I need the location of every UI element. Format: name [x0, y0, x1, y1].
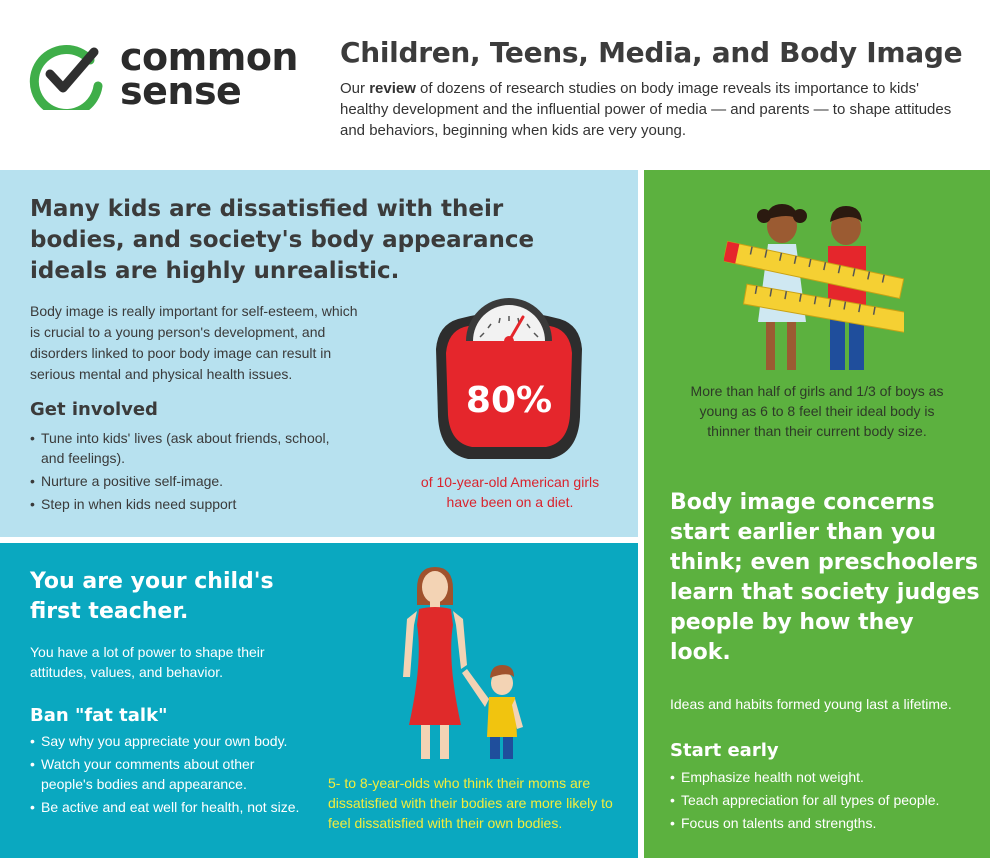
checkmark-circle-icon [28, 38, 108, 110]
get-involved-list [30, 428, 350, 517]
dissatisfied-heading: Many kids are dissatisfied with their bodies, and society's body appearance ideals are highly unrealistic. [30, 196, 535, 284]
logo-text-sense: sense [120, 69, 242, 113]
intro-paragraph [340, 78, 970, 141]
logo-text-common: common [120, 35, 298, 79]
list-item: • Focus on talents and strengths. [670, 813, 980, 833]
stat-caption: of 10-year-old American girls have been on a diet. [420, 474, 600, 510]
ideal-body-caption: More than half of girls and 1/3 of boys as young as 6 to 8 feel their ideal body is thinner than their current body size. [690, 383, 944, 439]
page-title: Children, Teens, Media, and Body Image [340, 36, 963, 69]
kids-with-measuring-tape-illustration [724, 198, 904, 373]
start-early-heading: Body image concerns start earlier than you think; even preschoolers learn that society judges people by how they look. [670, 490, 980, 665]
first-teacher-panel [0, 543, 638, 858]
ban-fat-talk-heading: Ban "fat talk" [30, 705, 168, 726]
list-item: • Say why you appreciate your own body. [30, 731, 305, 751]
get-involved-heading: Get involved [30, 399, 158, 420]
list-item: • Tune into kids' lives (ask about friends, school, and feelings). [30, 428, 350, 468]
header [0, 0, 990, 170]
start-early-subheading: Start early [670, 740, 779, 761]
list-item: • Emphasize health not weight. [670, 767, 980, 787]
start-early-panel [644, 170, 990, 858]
dissatisfied-body: Body image is really important for self-esteem, which is crucial to a young person's development, and disorders linked to poor body image can result in serious mental and physical health issues. [30, 303, 358, 382]
mom-influence-caption: 5- to 8-year-olds who think their moms are dissatisfied with their bodies are more likely to feel dissatisfied with their own bodies. [328, 775, 613, 831]
start-early-body: Ideas and habits formed young last a lifetime. [670, 696, 952, 712]
list-item: • Watch your comments about other people's bodies and appearance. [30, 754, 305, 794]
common-sense-logo[interactable] [28, 35, 298, 113]
list-item: • Teach appreciation for all types of people. [670, 790, 980, 810]
dissatisfied-panel [0, 170, 638, 537]
list-item: • Be active and eat well for health, not size. [30, 797, 305, 817]
ban-fat-talk-list [30, 731, 305, 820]
list-item: • Step in when kids need support [30, 494, 350, 514]
stat-80-percent: 80% [465, 380, 553, 421]
mother-and-son-illustration [395, 565, 535, 761]
first-teacher-heading: You are your child's first teacher. [30, 569, 274, 624]
list-item: • Nurture a positive self-image. [30, 471, 350, 491]
intro-review-link[interactable]: review [369, 80, 416, 97]
intro-text-after: of dozens of research studies on body image reveals its importance to kids' healthy development and the influential power of media — and parents — to shape attitudes and behaviors, beginning when kids are very young. [340, 80, 952, 139]
start-early-list [670, 767, 980, 836]
first-teacher-body: You have a lot of power to shape their attitudes, values, and behavior. [30, 644, 265, 680]
intro-text-before: Our [340, 80, 370, 97]
